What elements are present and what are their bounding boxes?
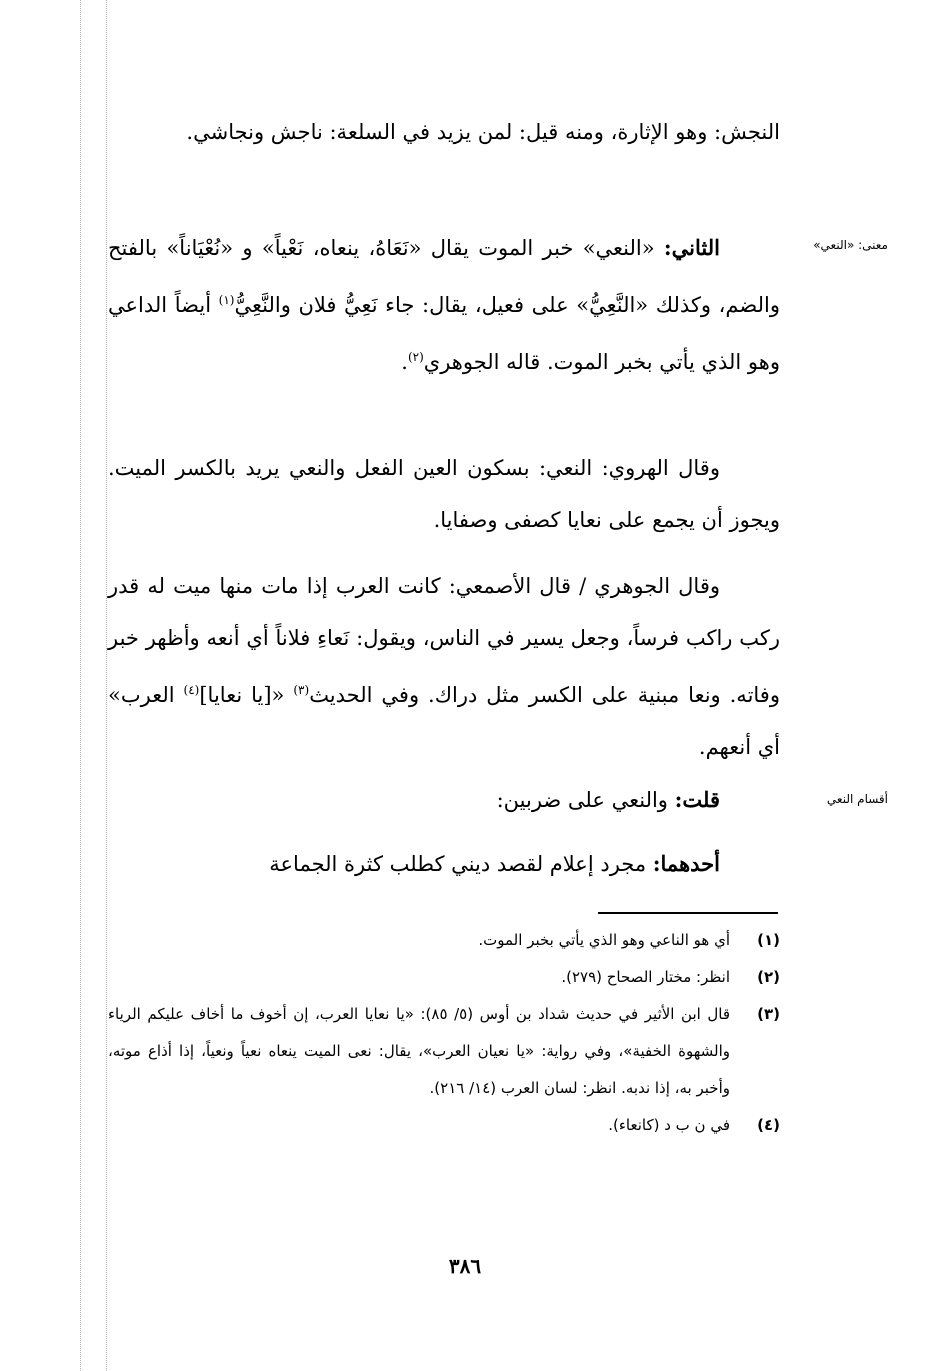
footnote-ref: (٣) (293, 683, 310, 697)
lead-word: الثاني: (663, 235, 720, 260)
footnote-text: في ن ب د (كانعاء). (608, 1116, 730, 1134)
footnote-item (108, 1107, 780, 1144)
footnote-ref: (١) (218, 293, 235, 307)
lead-word: أحدهما: (652, 851, 720, 876)
paragraph-second (108, 222, 780, 388)
footnote-item (108, 959, 780, 996)
footnote-ref: (٤) (183, 683, 200, 697)
paragraph-text: . (401, 350, 408, 374)
paragraph-text: والنعي على ضربين: (496, 788, 668, 812)
paragraph-text: وقال الهروي: النعي: بسكون العين الفعل والنعي يريد بالكسر الميت. ويجوز أن يجمع على نعايا كصفى وصفايا. (108, 456, 780, 532)
side-note-types: أقسام النعي (826, 792, 888, 806)
footnote-ref: (٢) (407, 350, 424, 364)
margin-guide (106, 0, 107, 1371)
lead-word: قلت: (674, 787, 720, 812)
footnote-text: قال ابن الأثير في حديث شداد بن أوس (٥/ ٨٥): «يا نعايا العرب، إن أخوف ما أخاف عليكم الرياء والشهوة الخفية»، وفي رواية: «يا نعيان العرب»، يقال: نعى الميت ينعاه نعياً ونعياً، إذا أذاع موته، وأخبر به، إذا ندبه. انظر: لسان العرب (١٤/ ٢١٦). (108, 1005, 730, 1097)
footnote-number: (١) (757, 931, 780, 949)
paragraph-najsh (108, 106, 780, 158)
page-number: ٣٨٦ (448, 1254, 482, 1278)
paragraph-first-type (108, 838, 780, 890)
footnotes (108, 922, 780, 1144)
paragraph-text: النجش: وهو الإثارة، ومنه قيل: لمن يزيد في السلعة: ناجش ونجاشي. (186, 120, 780, 144)
footnote-divider (598, 912, 778, 914)
paragraph-text: «[يا نعايا] (199, 683, 285, 707)
paragraph-text: وقال الجوهري / قال الأصمعي: كانت العرب إذا مات منها ميت له قدر ركب راكب فرساً، وجعل يسير في الناس، ويقول: نَعاءِ فلاناً أي أنعه وأظهر خبر وفاته. ونعا مبنية على الكسر مثل دراك. وفي الحديث (108, 574, 780, 707)
paragraph-text: أيضاً الداعي وهو الذي يأتي بخبر الموت. قاله الجوهري (108, 293, 780, 374)
paragraph-text: «النعي» خبر الموت يقال «نَعَاهُ، ينعاه، نَعْياً» و «نُعْيَاناً» بالفتح والضم، وكذلك «النَّعِيُّ» على فعيل، يقال: جاء نَعِيُّ فلان والنَّعِيُّ (108, 236, 780, 317)
footnote-text: انظر: مختار الصحاح (٢٧٩). (561, 968, 730, 986)
footnote-number: (٢) (757, 968, 780, 986)
margin-guide (80, 0, 81, 1371)
footnote-text: أي هو الناعي وهو الذي يأتي بخبر الموت. (478, 931, 730, 949)
paragraph-text: مجرد إعلام لقصد ديني كطلب كثرة الجماعة (269, 852, 647, 876)
paragraph-asmai (108, 560, 780, 773)
footnote-number: (٣) (757, 1005, 780, 1023)
paragraph-text: العرب» أي أنعهم. (108, 683, 780, 759)
paragraph-qultu (108, 774, 780, 826)
footnote-number: (٤) (757, 1116, 780, 1134)
footnote-item (108, 996, 780, 1107)
footnote-item (108, 922, 780, 959)
paragraph-harawi (108, 442, 780, 546)
side-note-meaning: معنى: «النعي» (813, 238, 888, 252)
